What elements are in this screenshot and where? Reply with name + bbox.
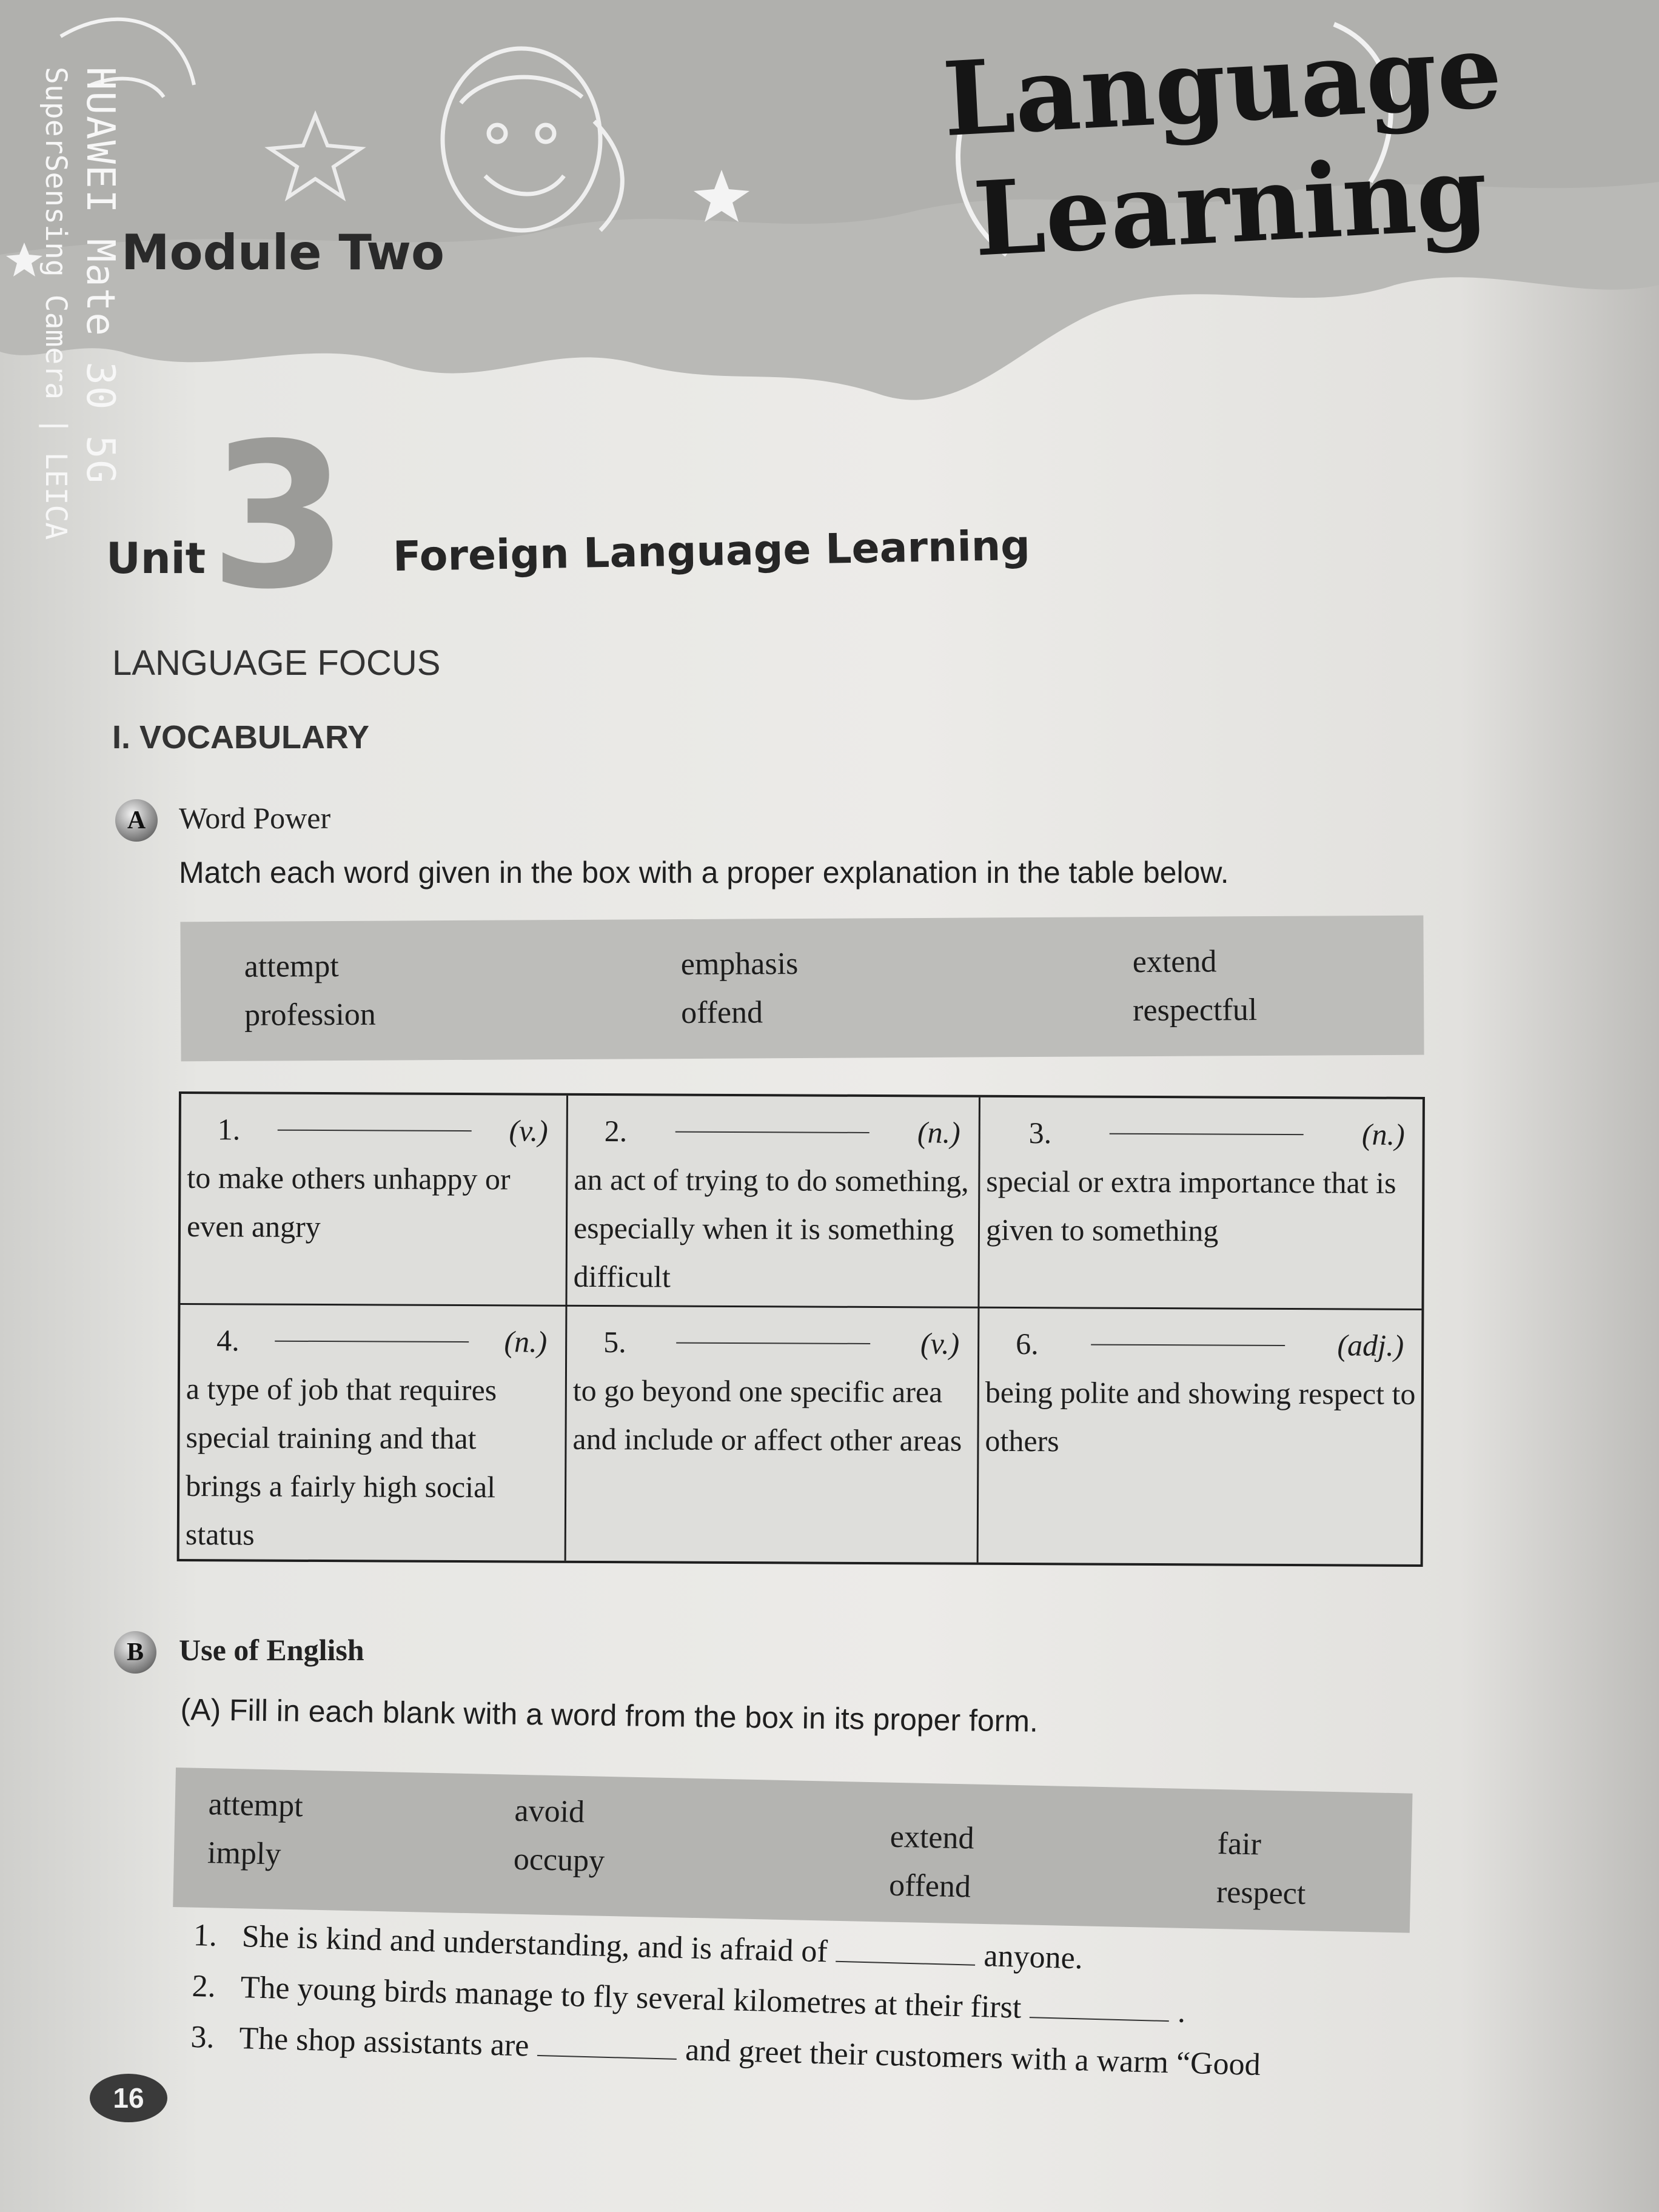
word-box-item: offend	[681, 995, 763, 1031]
answer-blank[interactable]	[836, 1939, 976, 1966]
answer-blank[interactable]	[676, 1318, 870, 1344]
sentence-text: The young birds manage to fly several kilometres at their first	[240, 1970, 1022, 2025]
part-of-speech: (n.)	[917, 1115, 960, 1150]
item-number: 2.	[604, 1114, 628, 1148]
answer-blank[interactable]	[537, 2033, 677, 2060]
word-box-item: respectful	[1133, 993, 1258, 1028]
sentence-text: anyone.	[983, 1939, 1084, 1976]
word-box-item: fair	[1217, 1826, 1262, 1862]
definition-cell	[567, 1096, 978, 1307]
item-number: 6.	[1016, 1327, 1039, 1361]
sentence-text: The shop assistants are	[238, 2021, 530, 2063]
language-focus-heading: LANGUAGE FOCUS	[112, 643, 441, 683]
sentence-text: and greet their customers with a warm “Good	[685, 2033, 1261, 2083]
part-of-speech: (adj.)	[1337, 1328, 1404, 1362]
part-b-instruction: (A) Fill in each blank with a word from the box in its proper form.	[180, 1692, 1039, 1738]
word-box-item: respect	[1216, 1874, 1306, 1912]
answer-blank[interactable]	[1091, 1320, 1285, 1346]
definition-cell	[979, 1309, 1423, 1565]
item-number: 1.	[217, 1112, 241, 1147]
part-of-speech: (n.)	[504, 1324, 548, 1359]
word-box-item: avoid	[514, 1793, 585, 1830]
answer-blank[interactable]	[1030, 1995, 1170, 2022]
part-b-title: Use of English	[179, 1633, 364, 1667]
part-b-word-box	[173, 1768, 1412, 1933]
definition-text: being polite and showing respect to others	[985, 1375, 1416, 1458]
module-label: Module Two	[121, 224, 444, 281]
sentence-text: .	[1177, 1994, 1186, 2029]
answer-blank[interactable]	[1110, 1109, 1304, 1135]
part-of-speech: (v.)	[509, 1113, 548, 1148]
unit-number: 3	[209, 400, 349, 633]
definitions-table	[177, 1091, 1425, 1567]
definition-text: an act of trying to do something, especially when it is something difficult	[573, 1162, 969, 1294]
module-title-line-2: Learning	[970, 132, 1490, 280]
page-number: 16	[90, 2074, 167, 2122]
item-number: 3.	[1028, 1116, 1052, 1150]
part-a-badge: A	[115, 799, 158, 842]
word-box-item: attempt	[244, 949, 339, 984]
module-title	[940, 10, 1511, 281]
watermark-line-2: SuperSensing Camera | LEICA	[39, 67, 73, 540]
answer-blank[interactable]	[275, 1316, 469, 1342]
definition-text: special or extra importance that is given to something	[985, 1164, 1396, 1248]
definition-text: to make others unhappy or even angry	[186, 1161, 511, 1244]
part-a-instruction: Match each word given in the box with a proper explanation in the table below.	[179, 856, 1229, 890]
sentence-number: 2.	[191, 1968, 216, 2004]
word-box-item: offend	[888, 1868, 971, 1905]
watermark-line-1: HUAWEI Mate 30 5G	[78, 67, 122, 485]
sentence-number: 1.	[193, 1917, 218, 1953]
camera-watermark	[39, 67, 122, 540]
item-number: 5.	[603, 1325, 626, 1359]
part-b-badge: B	[114, 1631, 156, 1674]
word-box-item: extend	[1132, 944, 1217, 980]
answer-blank[interactable]	[278, 1105, 472, 1131]
word-box-item: emphasis	[680, 947, 799, 982]
definition-cell	[180, 1094, 566, 1305]
unit-title: Foreign Language Learning	[392, 521, 1031, 581]
part-a-title: Word Power	[179, 801, 331, 835]
word-box-item: occupy	[513, 1842, 605, 1879]
vocabulary-heading: I. VOCABULARY	[112, 719, 370, 756]
item-number: 4.	[216, 1323, 240, 1358]
module-title-line-1: Language	[940, 10, 1505, 160]
part-a-word-box	[180, 916, 1424, 1062]
word-box-item: attempt	[208, 1787, 304, 1824]
word-box-item: profession	[244, 997, 377, 1033]
sentence-text: She is kind and understanding, and is afraid of	[241, 1919, 828, 1969]
sentence-number: 3.	[190, 2019, 215, 2055]
definition-cell	[179, 1305, 566, 1561]
part-of-speech: (v.)	[920, 1326, 960, 1361]
word-box-item: extend	[890, 1819, 975, 1856]
unit-label: Unit	[106, 534, 206, 583]
fill-in-sentences	[190, 1910, 1436, 2096]
definition-text: a type of job that requires special training and that brings a fairly high social status	[185, 1372, 497, 1552]
definition-text: to go beyond one specific area and include or affect other areas	[572, 1373, 962, 1458]
definition-cell	[566, 1307, 978, 1563]
definition-cell	[979, 1098, 1423, 1309]
word-box-item: imply	[207, 1835, 281, 1872]
part-of-speech: (n.)	[1361, 1117, 1405, 1151]
answer-blank[interactable]	[675, 1107, 870, 1133]
